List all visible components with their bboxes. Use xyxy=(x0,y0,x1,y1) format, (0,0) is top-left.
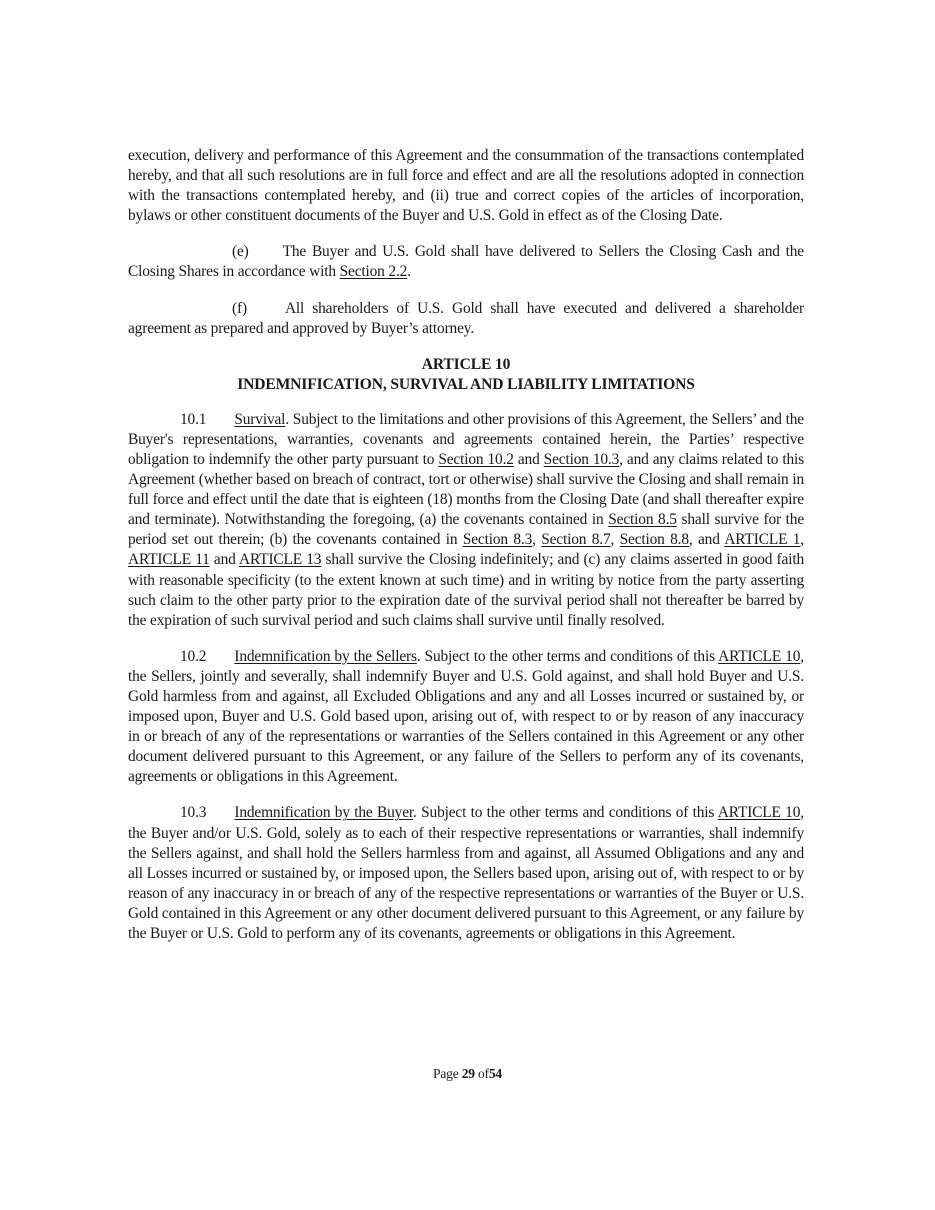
section-10-1: 10.1 Survival. Subject to the limitations and other provisions of this Agreement, the Sellers’ and the Buyer's representations, warranties, covenants and agreements contained herein, the Parties’ respective obligation to indemnify the other party pursuant to Section 10.2 and Section 10.3, and any claims related to this Agreement (whether based on breach of contract, tort or otherwise) shall survive the Closing and shall remain in full force and effect until the date that is eighteen (18) months from the Closing Date (and shall thereafter expire and terminate). Notwithstanding the foregoing, (a) the covenants contained in Section 8.5 shall survive for the period set out therein; (b) the covenants contained in Section 8.3, Section 8.7, Section 8.8, and ARTICLE 1, ARTICLE 11 and ARTICLE 13 shall survive the Closing indefinitely; and (c) any claims asserted in good faith with reasonable specificity (to the extent known at such time) and in writing by notice from the party asserting such claim to the other party prior to the expiration date of the survival period shall not thereafter be barred by the expiration of such survival period and such claims shall survive until finally resolved. xyxy=(128,410,804,629)
continuation-paragraph: execution, delivery and performance of this Agreement and the consummation of the transactions contemplated hereby, and that all such resolutions are in full force and effect and are all the resolutions adopted in connection with the transactions contemplated hereby, and (ii) true and correct copies of the articles of incorporation, bylaws or other constituent documents of the Buyer and U.S. Gold in effect as of the Closing Date. xyxy=(128,147,804,225)
section-8-3-link[interactable]: Section 8.3 xyxy=(462,531,533,549)
section-10-2-link[interactable]: Section 10.2 xyxy=(438,450,514,468)
item-label: (f) xyxy=(232,299,247,317)
section-10-3-link[interactable]: Section 10.3 xyxy=(543,450,620,468)
section-number: 10.3 xyxy=(180,804,207,822)
page-label: Page xyxy=(433,1066,459,1081)
page-number: 29 xyxy=(461,1066,475,1081)
total-pages: 54 xyxy=(488,1066,502,1081)
document-body xyxy=(128,146,804,960)
article-13-link[interactable]: ARTICLE 13 xyxy=(239,551,322,569)
of-label: of xyxy=(477,1066,489,1081)
article-10-link[interactable]: ARTICLE 10 xyxy=(718,647,801,665)
closing-condition-e: (e) The Buyer and U.S. Gold shall have delivered to Sellers the Closing Cash and the Closing Shares in accordance with Section 2.2. xyxy=(128,243,804,281)
section-heading: Indemnification by the Buyer xyxy=(234,804,414,822)
section-heading: Indemnification by the Sellers xyxy=(234,647,417,665)
section-10-2: 10.2 Indemnification by the Sellers. Subject to the other terms and conditions of this ARTICLE 10, the Sellers, jointly and severally, shall indemnify Buyer and U.S. Gold against, and shall hold Buyer and U.S. Gold harmless from and against, all Excluded Obligations and any and all Losses incurred or sustained by, or imposed upon, Buyer and U.S. Gold based upon, arising out of, with respect to or by reason of any inaccuracy in or breach of any of the representations or warranties of the Sellers contained in this Agreement or any other document delivered pursuant to this Agreement, or any failure of the Sellers to perform any of its covenants, agreements or obligations in this Agreement. xyxy=(128,647,804,786)
section-number: 10.1 xyxy=(180,410,207,428)
section-8-8-link[interactable]: Section 8.8 xyxy=(619,531,689,549)
closing-condition-f: (f) All shareholders of U.S. Gold shall have executed and delivered a shareholder agreement as prepared and approved by Buyer’s attorney. xyxy=(128,299,804,337)
article-number: ARTICLE 10 xyxy=(421,355,511,373)
section-8-5-link[interactable]: Section 8.5 xyxy=(608,511,677,529)
section-10-3: 10.3 Indemnification by the Buyer. Subject to the other terms and conditions of this ARTICLE 10, the Buyer and/or U.S. Gold, solely as to each of their respective representations or warranties, shall indemnify the Sellers against, and shall hold the Sellers harmless from and against, all Assumed Obligations and any and all Losses incurred or sustained by, or imposed upon, the Sellers based upon, arising out of, with respect to or by reason of any inaccuracy in or breach of any of the respective representations or warranties of the Buyer or U.S. Gold contained in this Agreement or any other document delivered pursuant to this Agreement, or any failure by the Buyer or U.S. Gold to perform any of its covenants, agreements or obligations in this Agreement. xyxy=(128,804,804,942)
section-heading: Survival xyxy=(234,410,286,428)
page-footer xyxy=(0,1066,935,1082)
section-2-2-link[interactable]: Section 2.2 xyxy=(339,263,408,281)
article-11-link[interactable]: ARTICLE 11 xyxy=(128,551,210,569)
article-10-link[interactable]: ARTICLE 10 xyxy=(717,804,801,822)
item-label: (e) xyxy=(232,243,249,261)
article-heading xyxy=(128,355,804,396)
article-1-link[interactable]: ARTICLE 1 xyxy=(724,531,801,549)
article-title: INDEMNIFICATION, SURVIVAL AND LIABILITY LIMITATIONS xyxy=(237,376,695,394)
section-number: 10.2 xyxy=(180,647,207,665)
section-8-7-link[interactable]: Section 8.7 xyxy=(541,531,611,549)
